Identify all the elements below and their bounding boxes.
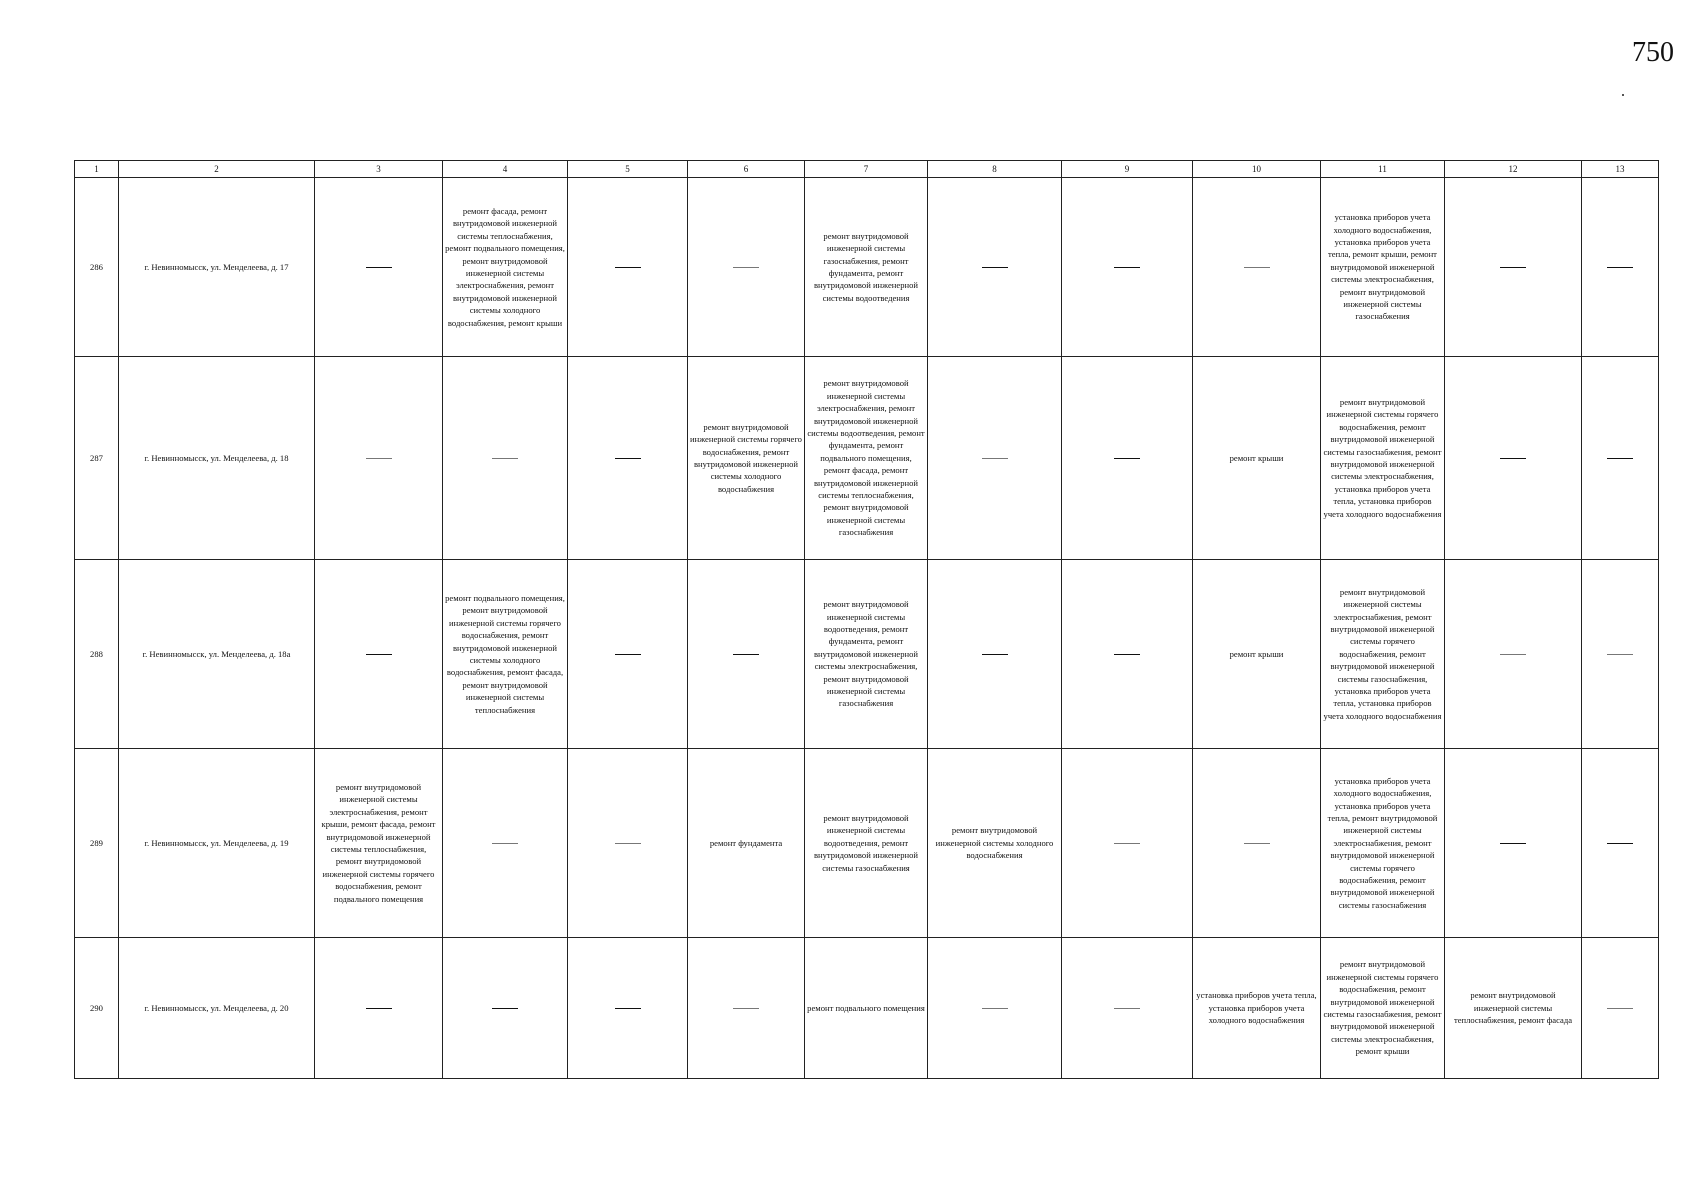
work-cell: ремонт крыши xyxy=(1193,560,1321,749)
row-number: 288 xyxy=(75,560,119,749)
work-cell: ремонт внутридомовой инженерной системы теплоснабжения, ремонт фасада xyxy=(1445,938,1582,1079)
work-cell xyxy=(315,357,443,560)
row-number: 289 xyxy=(75,749,119,938)
work-cell: ремонт внутридомовой инженерной системы водоотведения, ремонт внутридомовой инженерной системы газоснабжения xyxy=(805,749,928,938)
work-cell: ремонт внутридомовой инженерной системы водоотведения, ремонт фундамента, ремонт внутридомовой инженерной системы электроснабжения, ремонт внутридомовой инженерной системы газоснабжения xyxy=(805,560,928,749)
empty-dash xyxy=(492,458,518,459)
page-number: 750 xyxy=(1632,37,1674,68)
empty-dash xyxy=(982,654,1008,655)
row-number: 287 xyxy=(75,357,119,560)
empty-dash xyxy=(492,1008,518,1009)
empty-dash xyxy=(1114,1008,1140,1009)
work-cell xyxy=(1445,560,1582,749)
column-header: 4 xyxy=(443,161,568,178)
work-cell: установка приборов учета тепла, установка приборов учета холодного водоснабжения xyxy=(1193,938,1321,1079)
work-cell: ремонт внутридомовой инженерной системы электроснабжения, ремонт внутридомовой инженерной системы горячего водоснабжения, ремонт внутридомовой инженерной системы газоснабжения, установка приборов учета тепла, установка приборов учета холодного водоснабжения xyxy=(1321,560,1445,749)
work-cell xyxy=(1062,560,1193,749)
column-number-row xyxy=(75,161,1659,178)
work-cell xyxy=(1582,178,1659,357)
column-header: 3 xyxy=(315,161,443,178)
work-cell xyxy=(1445,178,1582,357)
empty-dash xyxy=(1607,1008,1633,1009)
empty-dash xyxy=(366,654,392,655)
work-cell xyxy=(1582,560,1659,749)
table-row xyxy=(75,357,1659,560)
work-cell xyxy=(1445,749,1582,938)
work-cell: ремонт внутридомовой инженерной системы электроснабжения, ремонт внутридомовой инженерной системы водоотведения, ремонт фундамента, ремонт подвального помещения, ремонт фасада, ремонт внутридомовой инженерной системы теплоснабжения, ремонт внутридомовой инженерной системы газоснабжения xyxy=(805,357,928,560)
work-cell xyxy=(1582,357,1659,560)
empty-dash xyxy=(1114,458,1140,459)
empty-dash xyxy=(615,1008,641,1009)
empty-dash xyxy=(1607,843,1633,844)
work-cell xyxy=(1193,749,1321,938)
table-row xyxy=(75,560,1659,749)
column-header: 11 xyxy=(1321,161,1445,178)
work-cell xyxy=(1193,178,1321,357)
column-header: 5 xyxy=(568,161,688,178)
work-cell: ремонт внутридомовой инженерной системы горячего водоснабжения, ремонт внутридомовой инженерной системы газоснабжения, ремонт внутридомовой инженерной системы электроснабжения, ремонт крыши xyxy=(1321,938,1445,1079)
work-cell: ремонт подвального помещения, ремонт внутридомовой инженерной системы горячего водоснабжения, ремонт внутридомовой инженерной системы холодного водоснабжения, ремонт фасада, ремонт внутридомовой инженерной системы теплоснабжения xyxy=(443,560,568,749)
work-cell: установка приборов учета холодного водоснабжения, установка приборов учета тепла, ремонт крыши, ремонт внутридомовой инженерной системы электроснабжения, ремонт внутридомовой инженерной системы газоснабжения xyxy=(1321,178,1445,357)
row-number: 286 xyxy=(75,178,119,357)
work-cell xyxy=(1582,749,1659,938)
work-cell xyxy=(688,938,805,1079)
work-cell xyxy=(568,938,688,1079)
work-cell xyxy=(443,357,568,560)
empty-dash xyxy=(1114,654,1140,655)
empty-dash xyxy=(366,267,392,268)
address-cell: г. Невинномысск, ул. Менделеева, д. 18 xyxy=(119,357,315,560)
work-cell xyxy=(928,938,1062,1079)
empty-dash xyxy=(733,654,759,655)
empty-dash xyxy=(1500,843,1526,844)
column-header: 12 xyxy=(1445,161,1582,178)
empty-dash xyxy=(982,1008,1008,1009)
empty-dash xyxy=(615,458,641,459)
address-cell: г. Невинномысск, ул. Менделеева, д. 19 xyxy=(119,749,315,938)
work-cell xyxy=(568,560,688,749)
empty-dash xyxy=(366,1008,392,1009)
column-header: 13 xyxy=(1582,161,1659,178)
column-header: 6 xyxy=(688,161,805,178)
work-cell: ремонт внутридомовой инженерной системы холодного водоснабжения xyxy=(928,749,1062,938)
empty-dash xyxy=(492,843,518,844)
work-cell xyxy=(688,560,805,749)
column-header: 7 xyxy=(805,161,928,178)
work-cell xyxy=(1062,749,1193,938)
empty-dash xyxy=(1500,458,1526,459)
work-cell xyxy=(315,178,443,357)
work-cell: ремонт фундамента xyxy=(688,749,805,938)
empty-dash xyxy=(1114,267,1140,268)
work-cell xyxy=(928,560,1062,749)
work-cell xyxy=(443,938,568,1079)
work-cell xyxy=(315,560,443,749)
work-cell xyxy=(443,749,568,938)
address-cell: г. Невинномысск, ул. Менделеева, д. 20 xyxy=(119,938,315,1079)
empty-dash xyxy=(1607,458,1633,459)
work-cell xyxy=(928,178,1062,357)
table-row xyxy=(75,749,1659,938)
address-cell: г. Невинномысск, ул. Менделеева, д. 17 xyxy=(119,178,315,357)
work-cell xyxy=(928,357,1062,560)
empty-dash xyxy=(1500,267,1526,268)
empty-dash xyxy=(1244,843,1270,844)
empty-dash xyxy=(1114,843,1140,844)
empty-dash xyxy=(1244,267,1270,268)
work-cell xyxy=(1062,938,1193,1079)
empty-dash xyxy=(1500,654,1526,655)
work-cell xyxy=(1062,357,1193,560)
work-cell: ремонт внутридомовой инженерной системы электроснабжения, ремонт крыши, ремонт фасада, ремонт внутридомовой инженерной системы теплоснабжения, ремонт внутридомовой инженерной системы горячего водоснабжения, ремонт подвального помещения xyxy=(315,749,443,938)
table-row xyxy=(75,178,1659,357)
work-cell xyxy=(1445,357,1582,560)
work-cell xyxy=(688,178,805,357)
empty-dash xyxy=(615,267,641,268)
column-header: 10 xyxy=(1193,161,1321,178)
column-header: 8 xyxy=(928,161,1062,178)
empty-dash xyxy=(1607,267,1633,268)
repair-schedule-table xyxy=(74,160,1659,1079)
work-cell xyxy=(1582,938,1659,1079)
empty-dash xyxy=(615,654,641,655)
empty-dash xyxy=(366,458,392,459)
work-cell: ремонт внутридомовой инженерной системы горячего водоснабжения, ремонт внутридомовой инженерной системы газоснабжения, ремонт внутридомовой инженерной системы электроснабжения, установка приборов учета тепла, установка приборов учета холодного водоснабжения xyxy=(1321,357,1445,560)
work-cell xyxy=(568,178,688,357)
column-header: 9 xyxy=(1062,161,1193,178)
table-row xyxy=(75,938,1659,1079)
row-number: 290 xyxy=(75,938,119,1079)
empty-dash xyxy=(615,843,641,844)
work-cell xyxy=(568,357,688,560)
empty-dash xyxy=(733,267,759,268)
work-cell: ремонт крыши xyxy=(1193,357,1321,560)
work-cell: ремонт внутридомовой инженерной системы горячего водоснабжения, ремонт внутридомовой инженерной системы холодного водоснабжения xyxy=(688,357,805,560)
column-header: 1 xyxy=(75,161,119,178)
empty-dash xyxy=(733,1008,759,1009)
address-cell: г. Невинномысск, ул. Менделеева, д. 18а xyxy=(119,560,315,749)
work-cell xyxy=(568,749,688,938)
empty-dash xyxy=(982,458,1008,459)
work-cell: установка приборов учета холодного водоснабжения, установка приборов учета тепла, ремонт внутридомовой инженерной системы электроснабжения, ремонт внутридомовой инженерной системы горячего водоснабжения, ремонт внутридомовой инженерной системы газоснабжения xyxy=(1321,749,1445,938)
work-cell xyxy=(315,938,443,1079)
column-header: 2 xyxy=(119,161,315,178)
empty-dash xyxy=(982,267,1008,268)
empty-dash xyxy=(1607,654,1633,655)
work-cell: ремонт подвального помещения xyxy=(805,938,928,1079)
work-cell xyxy=(1062,178,1193,357)
work-cell: ремонт внутридомовой инженерной системы газоснабжения, ремонт фундамента, ремонт внутридомовой инженерной системы водоотведения xyxy=(805,178,928,357)
scan-mark xyxy=(1622,94,1624,96)
work-cell: ремонт фасада, ремонт внутридомовой инженерной системы теплоснабжения, ремонт подвального помещения, ремонт внутридомовой инженерной системы электроснабжения, ремонт внутридомовой инженерной системы холодного водоснабжения, ремонт крыши xyxy=(443,178,568,357)
